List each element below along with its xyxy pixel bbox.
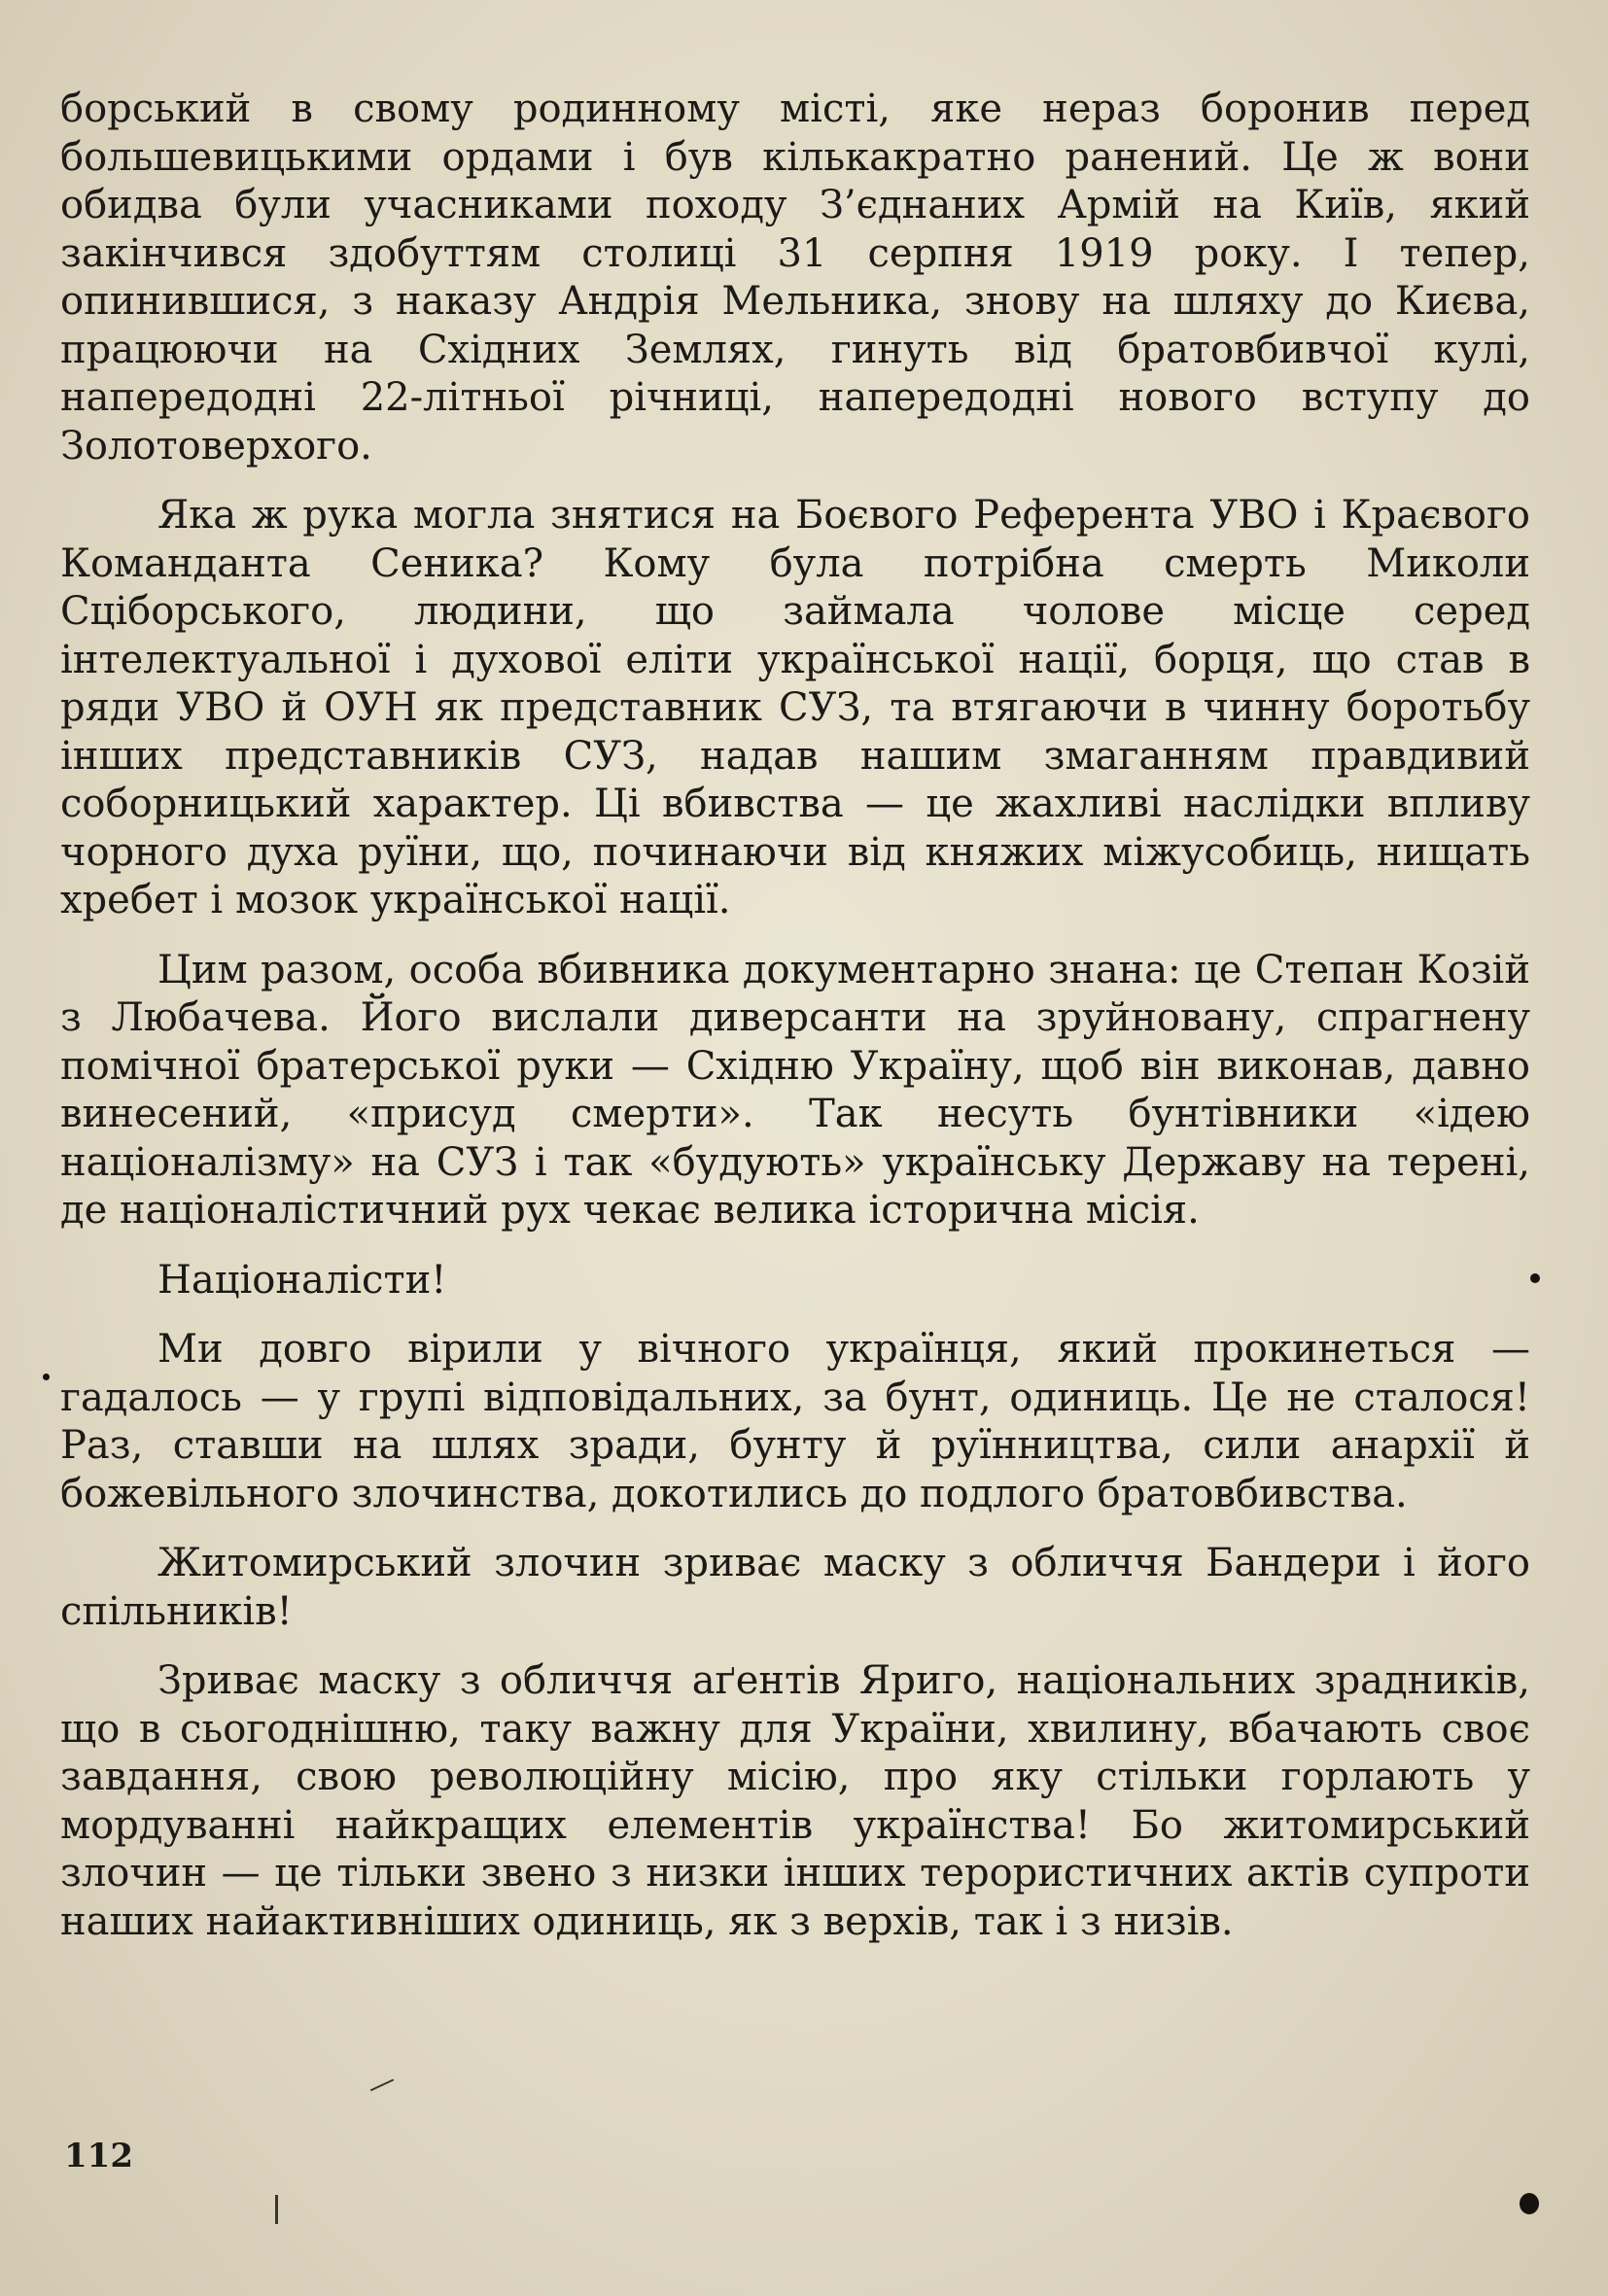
paragraph: Ми довго вірили у вічного українця, який прокинеться — гадалось — у групі відповідальних, за бунт, одиниць. Це не сталося! Раз, ставши на шлях зради, бунту й руїнництва, сили анархії й божевільного злочинства, докотились до подлого братовбивства. [60,1327,1530,1516]
paragraph: Цим разом, особа вбивника документарно знана: це Степан Козій з Любачева. Його вислали диверсанти на зруйновану, спрагнену помічної братерської руки — Східню Україну, щоб він виконав, давно винесений, «присуд смерти». Так несуть бунтівники «ідею націоналізму» на СУЗ і так «будують» українську Державу на терені, де націоналістичний рух чекає велика історична місія. [60,947,1530,1233]
page-number: 112 [64,2137,133,2175]
paragraph-exclamation: Націоналісти! [157,1257,447,1303]
paragraph: Яка ж рука могла знятися на Боєвого Референта УВО і Краєвого Команданта Сеника? Кому була потрібна смерть Миколи Сціборського, людини, що займала чолове місце серед інтелектуальної і духової еліти української нації, борця, що став в ряди УВО й ОУН як представник СУЗ, та втягаючи в чинну боротьбу інших представників СУЗ, надав нашим змаганням правдивий соборницький характер. Ці вбивства — це жахливі наслідки впливу чорного духа руїни, що, починаючи від княжих міжусобиць, нищать хребет і мозок української нації. [60,493,1530,922]
ink-spot [1530,1273,1540,1283]
paper-scratch [370,2079,394,2092]
paper-scratch [275,2195,278,2224]
paragraph: Житомирський злочин зриває маску з обличчя Бандери і його спільників! [60,1541,1530,1634]
paragraph: Зриває маску з обличчя аґентів Яриго, національних зрадників, що в сьогоднішню, таку важну для України, хвилину, вбачають своє завдання, свою революційну місію, про яку стільки горлають у мордуванні найкращих елементів українства! Бо житомирський злочин — це тільки звено з низки інших терористичних актів супроти наших найактивніших одиниць, як з верхів, так і з низів. [60,1658,1530,1944]
paragraph-continuation: борський в свому родинному місті, яке нераз боронив перед большевицькими ордами і був кількакратно ранений. Це ж вони обидва були учасниками походу З’єднаних Армій на Київ, який закінчився здобуттям столиці 31 серпня 1919 року. І тепер, опинившися, з наказу Андрія Мельника, знову на шляху до Києва, працюючи на Східних Землях, гинуть від братовбивчої кулі, напередодні 22-літньої річниці, напередодні нового вступу до Золотоверхого. [60,87,1530,469]
ink-spot [1520,2193,1539,2214]
ink-spot [43,1374,50,1380]
body-text [60,86,1530,1967]
